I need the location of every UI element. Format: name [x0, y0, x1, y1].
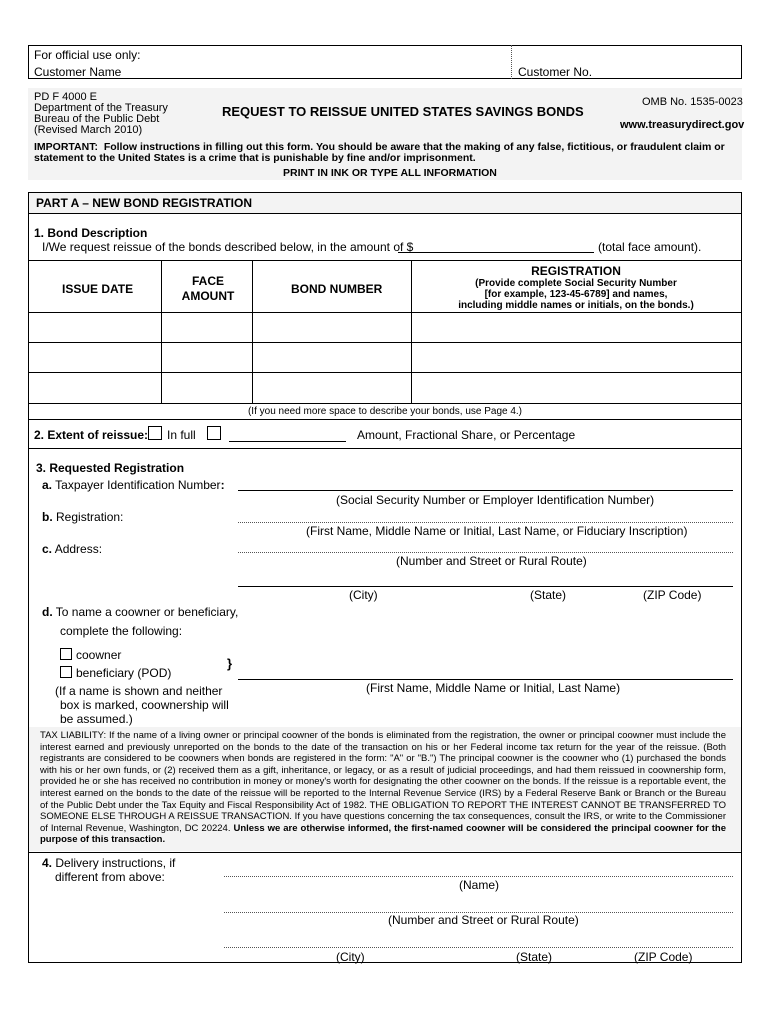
delivery-label	[42, 856, 175, 884]
part-a-title: PART A – NEW BOND REGISTRATION	[36, 196, 252, 210]
extent-divider	[29, 448, 741, 449]
important-text: Follow instructions in filling out this form. You should be aware that the making of any false, fictitious, or fraudulent claim or statement to the United States is a crime that is punishable by fine and/or imprisonment.	[34, 141, 725, 164]
customer-name-label: Customer Name	[34, 65, 122, 79]
omb-number: OMB No. 1535-0023	[642, 96, 743, 108]
in-full-label: In full	[167, 428, 196, 442]
bond-request-text: I/We request reissue of the bonds described below, in the amount of $	[42, 240, 414, 254]
customer-no-field[interactable]	[595, 62, 737, 78]
street-field[interactable]	[238, 538, 733, 553]
zip-caption: (ZIP Code)	[643, 588, 702, 602]
coowner-checkbox[interactable]	[60, 648, 72, 660]
state-caption: (State)	[530, 588, 567, 602]
registration-label-text: Registration:	[56, 510, 124, 524]
tax-divider	[29, 852, 741, 853]
col-face-amount-line1: FACE	[191, 274, 224, 288]
delivery-name-caption: (Name)	[459, 878, 500, 892]
tin-label-colon: :	[220, 478, 225, 492]
important-notice	[34, 142, 740, 164]
registration-field[interactable]	[238, 508, 733, 523]
print-notice: PRINT IN INK OR TYPE ALL INFORMATION	[283, 167, 497, 179]
delivery-state-caption: (State)	[516, 950, 553, 964]
official-heading: For official use only:	[34, 48, 141, 62]
form-title: REQUEST TO REISSUE UNITED STATES SAVINGS BONDS	[222, 104, 584, 119]
partial-amount-field[interactable]	[229, 427, 346, 442]
col-registration-note3: including middle names or initials, on the bonds.)	[458, 300, 694, 311]
form-id: PD F 4000 E	[34, 91, 97, 103]
beneficiary-checkbox[interactable]	[60, 666, 72, 678]
requested-heading: 3. Requested Registration	[36, 461, 185, 475]
tin-label-text: Taxpayer Identification Number	[55, 478, 221, 492]
important-label: IMPORTANT:	[34, 141, 98, 153]
tax-liability-body: TAX LIABILITY: If the name of a living owner or principal coowner of the bonds is eliminated from the registration, the owner or principal coowner must include the interest earned and previously unreported on the bonds to the date of the transaction on his or her Federal income tax return for the year of the reissue. (Both registrants are considered to be coowners when bonds are registered in the form: "A" or "B.") The principal coowner is the coowner who (1) purchased the bonds with his or her own funds, or (2) received them as a gift, inheritance, or legacy, or as a result of judicial proceedings, and had them reissued in coownership form, provided he or she has received no contribution in money or money's worth for designating the other coowner on the bonds. If the reissue is a reportable event, the interest earned on the bonds to the date of the reissue will be reported to the Internal Revenue Service (IRS) by a Federal Reserve Bank or Branch or the Bureau of the Public Debt under the Tax Equity and Fiscal Responsibility Act of 1982. THE OBLIGATION TO REPORT THE INTEREST CANNOT BE TRANSFERRED TO SOMEONE ELSE THROUGH A REISSUE TRANSACTION. If you have questions concerning the tax consequences, consult the IRS, or write to the Commissioner of Internal Revenue, Washington, DC 20224.	[40, 730, 726, 834]
coowner-name-field[interactable]	[238, 665, 733, 680]
bond-row-2[interactable]	[30, 342, 740, 371]
tin-label	[42, 478, 225, 492]
customer-name-field[interactable]	[120, 62, 505, 78]
registration-caption: (First Name, Middle Name or Initial, Last Name, or Fiduciary Inscription)	[306, 524, 688, 538]
coowner-heading-prefix: d.	[42, 605, 53, 619]
delivery-name-field[interactable]	[224, 862, 733, 877]
coowner-heading-2: complete the following:	[60, 624, 183, 638]
bond-row-1[interactable]	[30, 312, 740, 341]
street-caption: (Number and Street or Rural Route)	[396, 554, 587, 568]
delivery-label-2: different from above:	[55, 870, 165, 884]
col-registration-note2: [for example, 123-45-6789] and names,	[484, 289, 668, 300]
delivery-street-caption: (Number and Street or Rural Route)	[388, 913, 579, 927]
coowner-note-1: (If a name is shown and neither	[55, 684, 223, 698]
tax-liability-text	[40, 730, 726, 846]
address-label-prefix: c.	[42, 542, 53, 556]
bureau-name: Bureau of the Public Debt	[34, 113, 160, 125]
col-face-amount-line2: AMOUNT	[181, 289, 235, 303]
address-label-text: Address:	[54, 542, 103, 556]
coowner-heading	[42, 605, 238, 619]
bond-request-suffix: (total face amount).	[598, 240, 702, 254]
delivery-city-field[interactable]	[224, 933, 733, 948]
brace: }	[227, 656, 233, 671]
in-full-checkbox[interactable]	[148, 426, 162, 440]
city-state-zip-field[interactable]	[238, 572, 733, 587]
coowner-note-2: box is marked, coownership will	[60, 698, 229, 712]
col-registration-note1: (Provide complete Social Security Number	[475, 278, 677, 289]
bond-row-3[interactable]	[30, 372, 740, 401]
delivery-city-caption: (City)	[336, 950, 365, 964]
delivery-street-field[interactable]	[224, 898, 733, 913]
coowner-name-caption: (First Name, Middle Name or Initial, Last Name)	[366, 681, 621, 695]
delivery-label-1: Delivery instructions, if	[55, 856, 176, 870]
delivery-zip-caption: (ZIP Code)	[634, 950, 693, 964]
tin-caption: (Social Security Number or Employer Identification Number)	[336, 493, 655, 507]
coowner-note	[55, 684, 229, 726]
tin-field[interactable]	[238, 476, 733, 491]
partial-amount-label: Amount, Fractional Share, or Percentage	[357, 428, 576, 442]
partial-checkbox[interactable]	[207, 426, 221, 440]
coowner-note-3: be assumed.)	[60, 712, 133, 726]
registration-label-prefix: b.	[42, 510, 53, 524]
col-registration-title: REGISTRATION	[531, 264, 621, 278]
registration-label	[42, 510, 123, 524]
official-divider	[511, 45, 512, 79]
beneficiary-option-label: beneficiary (POD)	[76, 666, 172, 680]
website[interactable]: www.treasurydirect.gov	[620, 119, 745, 131]
dept-name: Department of the Treasury	[34, 102, 168, 114]
delivery-label-prefix: 4.	[42, 856, 53, 870]
coowner-option-label: coowner	[76, 648, 122, 662]
city-caption: (City)	[349, 588, 378, 602]
note-divider	[29, 419, 741, 420]
tax-liability-bold: Unless we are otherwise informed, the first-named coowner will be considered the principal coowner for the purpose of this transaction.	[40, 822, 726, 846]
col-registration	[411, 264, 741, 311]
extent-label: 2. Extent of reissue:	[34, 428, 149, 442]
bond-description-heading: 1. Bond Description	[34, 226, 148, 240]
more-space-note: (If you need more space to describe your bonds, use Page 4.)	[247, 406, 523, 417]
customer-no-label: Customer No.	[518, 65, 593, 79]
col-face-amount	[162, 274, 254, 304]
revised-date: (Revised March 2010)	[34, 124, 143, 136]
coowner-heading-text: To name a coowner or beneficiary,	[55, 605, 239, 619]
address-label	[42, 542, 102, 556]
col-issue-date: ISSUE DATE	[62, 282, 134, 296]
total-face-amount-field[interactable]	[398, 238, 594, 253]
tin-label-prefix: a.	[42, 478, 53, 492]
col-bond-number: BOND NUMBER	[291, 282, 383, 296]
